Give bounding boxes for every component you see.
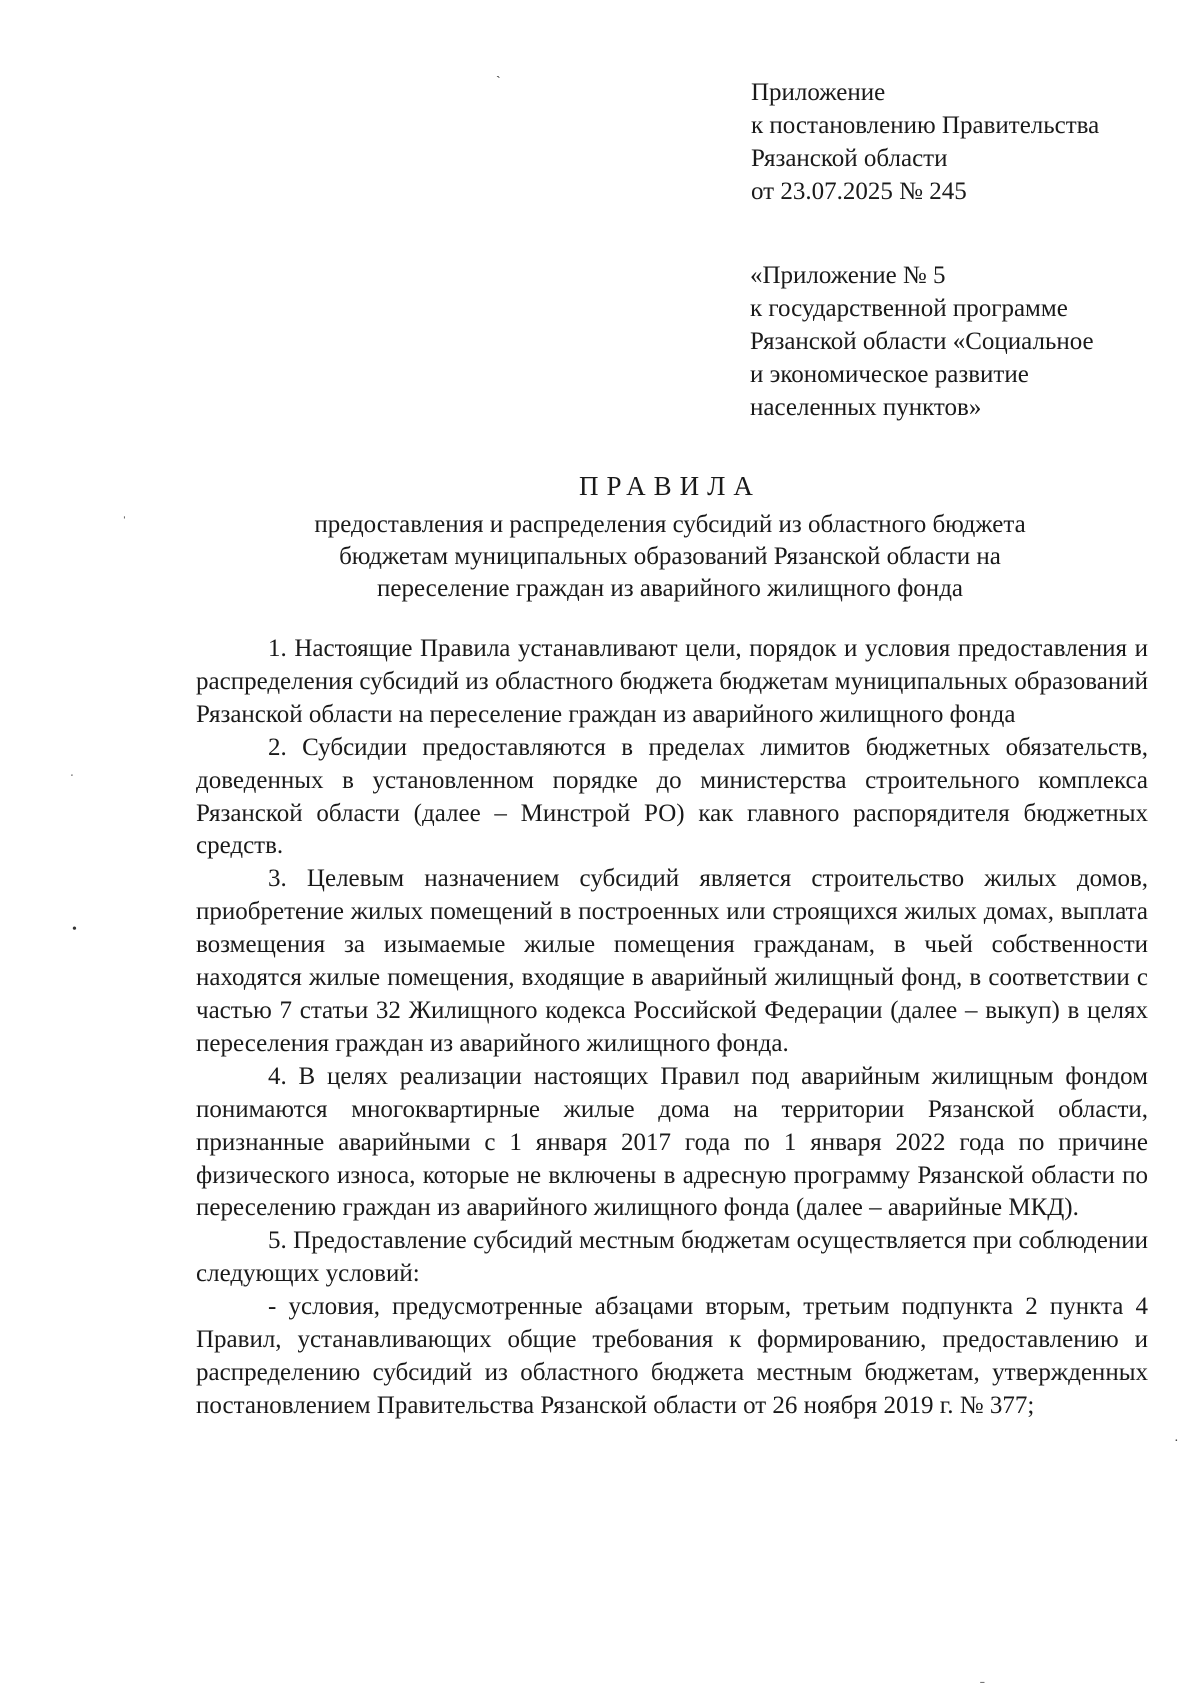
program-appendix-line: населенных пунктов» xyxy=(750,394,982,421)
paragraph-6: - условия, предусмотренные абзацами вторым, третьим подпункта 2 пункта 4 Правил, устанавливающих общие требования к формированию, предоставлению и распределению субсидий из областного бюджета местным бюджетам, утвержденных постановлением Правительства Рязанской области от 26 ноября 2019 г. № 377; xyxy=(196,1293,1148,1419)
appendix-line: к постановлению Правительства xyxy=(751,112,1100,139)
appendix-line: Рязанской области xyxy=(751,145,948,172)
paragraph-3: 3. Целевым назначением субсидий является строительство жилых домов, приобретение жилых помещений в построенных или строящихся жилых домах, выплата возмещения за изымаемые жилые помещения гражданам, в чьей собственности находятся жилые помещения, входящие в аварийный жилищный фонд, в соответствии с частью 7 статьи 32 Жилищного кодекса Российской Федерации (далее – выкуп) в целях переселения граждан из аварийного жилищного фонда. xyxy=(196,865,1148,1057)
subtitle-line: переселение граждан из аварийного жилищного фонда xyxy=(376,575,964,602)
appendix-approval-block xyxy=(751,76,1099,208)
scan-speck: ˍ xyxy=(980,1670,985,1685)
document-subtitle xyxy=(260,509,1080,605)
program-appendix-line: к государственной программе xyxy=(750,295,1068,322)
paragraph-2: 2. Субсидии предоставляются в пределах лимитов бюджетных обязательств, доведенных в установленном порядке до министерства строительного комплекса Рязанской области (далее – Минстрой РО) как главного распорядителя бюджетных средств. xyxy=(196,733,1148,860)
scan-speck: ˏ xyxy=(496,64,501,79)
scan-speck: · xyxy=(1174,1434,1179,1449)
appendix-date-line: от 23.07.2025 № 245 xyxy=(751,178,967,205)
scan-speck: ˑ xyxy=(70,770,74,785)
program-appendix-line: Рязанской области «Социальное xyxy=(750,328,1094,355)
scan-speck: ˈ xyxy=(122,515,127,530)
paragraph-4: 4. В целях реализации настоящих Правил под аварийным жилищным фондом понимаются многоквартирные жилые дома на территории Рязанской области, признанные аварийными с 1 января 2017 года по 1 января 2022 года по причине физического износа, которые не включены в адресную программу Рязанской области по переселению граждан из аварийного жилищного фонда (далее – аварийные МКД). xyxy=(196,1062,1148,1222)
document-body xyxy=(196,633,1148,1423)
subtitle-line: предоставления и распределения субсидий из областного бюджета xyxy=(314,511,1026,538)
paragraph-5: 5. Предоставление субсидий местным бюджетам осуществляется при соблюдении следующих условий: xyxy=(196,1227,1148,1288)
subtitle-line: бюджетам муниципальных образований Рязанской области на xyxy=(339,543,1001,570)
appendix-line: Приложение xyxy=(751,79,886,106)
paragraph-1: 1. Настоящие Правила устанавливают цели, порядок и условия предоставления и распределения субсидий из областного бюджета бюджетам муниципальных образований Рязанской области на переселение граждан из аварийного жилищного фонда xyxy=(196,635,1148,728)
document-title: ПРАВИЛА xyxy=(579,471,761,501)
program-appendix-line: «Приложение № 5 xyxy=(750,262,946,289)
program-appendix-block xyxy=(750,259,1094,424)
program-appendix-line: и экономическое развитие xyxy=(750,361,1029,388)
scan-speck: • xyxy=(72,922,77,937)
